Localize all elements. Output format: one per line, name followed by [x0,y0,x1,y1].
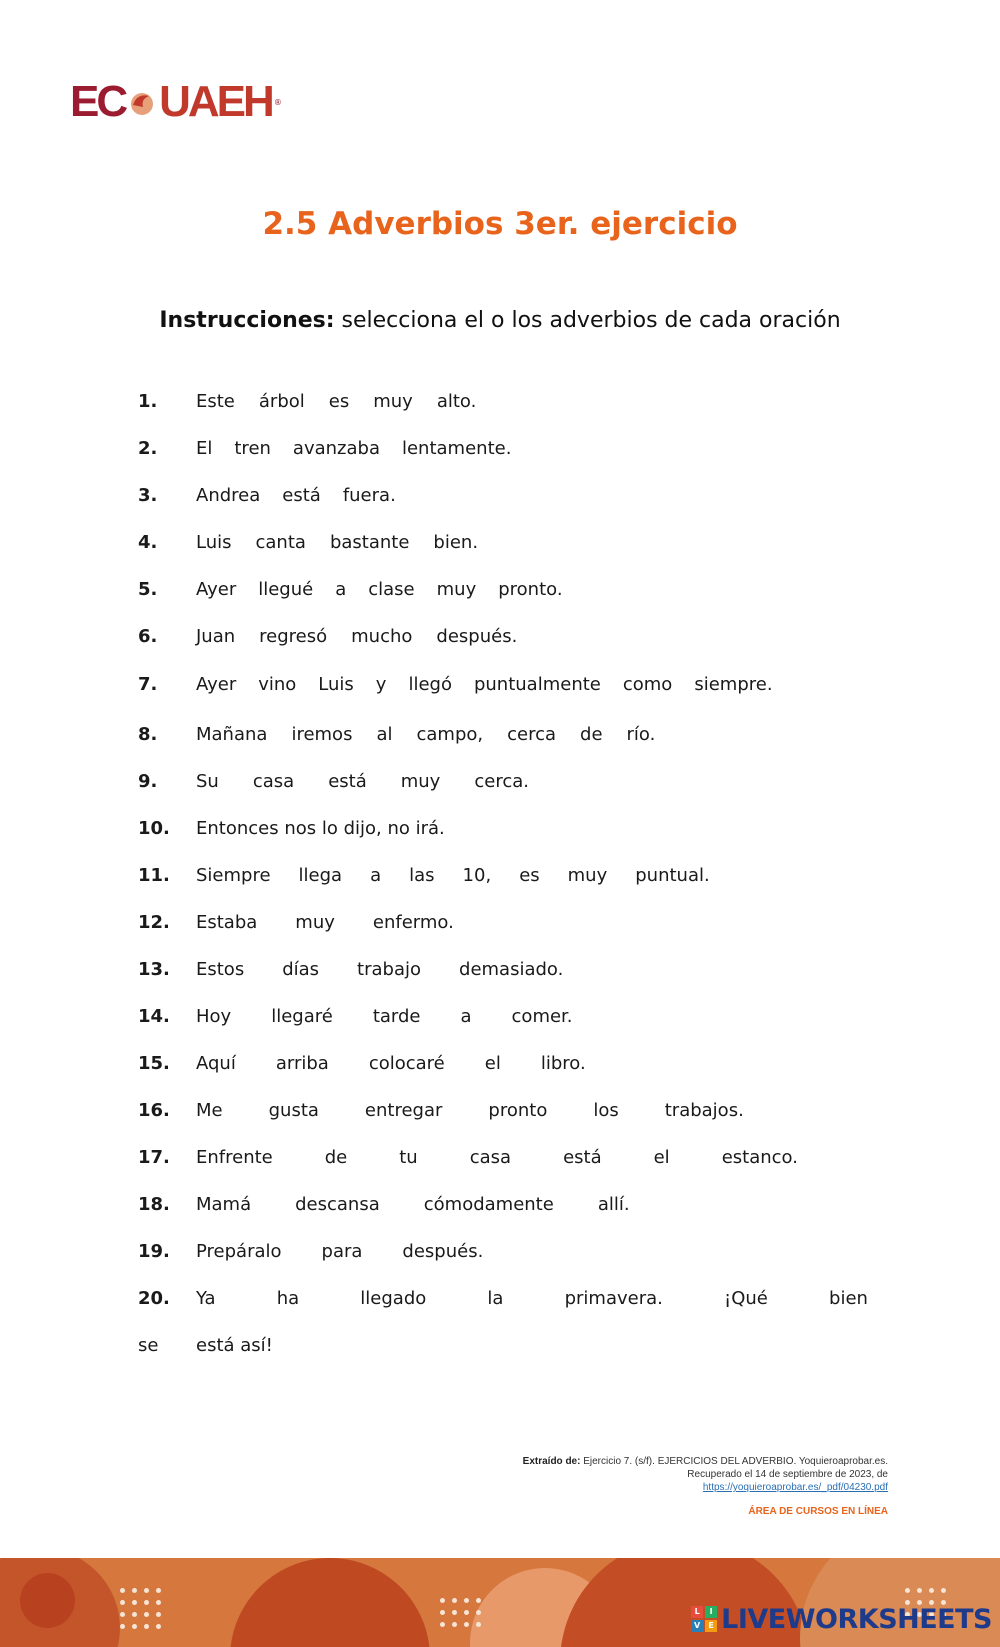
sentence [196,771,868,792]
word-option[interactable]: bien. [433,531,479,553]
word-option[interactable]: muy [400,770,441,792]
word-option[interactable]: al [376,723,393,745]
word-option[interactable]: árbol [258,390,305,412]
word-option[interactable]: muy [373,390,413,412]
word-option[interactable]: pronto. [498,578,563,600]
item-number: 16. [138,1099,170,1121]
exercise-item [138,1188,868,1220]
item-number: 3. [138,484,158,506]
word-option[interactable]: primavera. [564,1287,663,1309]
reference-line2: Recuperado el 14 de septiembre de 2023, de [687,1469,888,1480]
reference-line1: Ejercicio 7. (s/f). EJERCICIOS DEL ADVERBIO. Yoquieroaprobar.es. [580,1456,888,1467]
sentence [196,818,868,839]
word-option[interactable]: como [622,673,673,695]
word-option[interactable]: Aquí [196,1052,236,1074]
exercise-item [138,812,868,844]
word-option[interactable]: mucho [351,625,413,647]
liveworksheets-watermark [691,1602,992,1636]
logo-part2: UAEH [159,77,272,126]
word-option[interactable]: ha [276,1287,300,1309]
logo-part1: EC [70,77,126,126]
item-number: 19. [138,1240,170,1262]
exercise-item [138,1282,868,1314]
sentence [196,1053,868,1074]
word-option[interactable]: fuera. [342,484,396,506]
word-option[interactable]: cerca. [474,770,529,792]
sentence [196,724,868,745]
exercise-item [138,1000,868,1032]
dots-pattern-2 [440,1598,481,1627]
word-option[interactable]: llegaré [271,1005,333,1027]
word-option[interactable]: cerca [507,723,557,745]
band-circle-2 [20,1573,75,1628]
sentence [196,1100,868,1121]
exercise-item [138,718,868,750]
item-number: 10. [138,817,170,839]
word-option[interactable]: Andrea [196,484,261,506]
sentence [196,391,868,412]
word-option[interactable]: estanco. [721,1146,798,1168]
word-option[interactable]: llegado [360,1287,427,1309]
sentence [196,1147,868,1168]
item-number: 1. [138,390,158,412]
word-option[interactable]: llega [298,864,343,886]
word-option[interactable]: de [580,723,603,745]
word-option[interactable]: enfermo. [372,911,454,933]
word-option[interactable]: días [282,958,320,980]
word-option[interactable]: muy [436,578,477,600]
word-option[interactable]: y [375,673,387,695]
exercise-item [138,1235,868,1267]
uaeh-logo [70,78,282,126]
word-option[interactable]: Luis [196,531,232,553]
sentence [196,626,868,647]
word-option[interactable]: de [324,1146,348,1168]
instructions [0,308,1000,333]
exercise-item [138,1141,868,1173]
word-option[interactable]: después. [436,625,518,647]
word-option[interactable]: Prepáralo [196,1240,282,1262]
exercise-item [138,1047,868,1079]
word-option[interactable]: puntualmente [473,673,601,695]
word-option[interactable]: allí. [597,1193,630,1215]
sentence [196,912,868,933]
exercise-item [138,573,868,605]
sentence [196,865,868,886]
word-option[interactable]: el [484,1052,501,1074]
word-option[interactable]: a [335,578,347,600]
word-option[interactable]: libro. [540,1052,586,1074]
word-option[interactable]: trabajo [357,958,422,980]
exercise-item [138,1329,868,1361]
sentence [196,959,868,980]
dots-pattern-1 [120,1588,161,1629]
word-option[interactable]: casa [469,1146,512,1168]
word-option[interactable]: entregar [364,1099,443,1121]
word-option[interactable]: Mañana [196,723,268,745]
word-option[interactable]: avanzaba [292,437,380,459]
word-option[interactable]: la [487,1287,504,1309]
item-number: 5. [138,578,158,600]
logo-swirl-icon [127,87,157,117]
word-option[interactable]: demasiado. [459,958,564,980]
word-option[interactable]: siempre. [694,673,773,695]
word-option[interactable]: 10, [462,864,492,886]
word-option[interactable]: para [321,1240,363,1262]
word-option[interactable]: Estaba [196,911,258,933]
item-number: 7. [138,673,158,695]
word-option[interactable]: Mamá [196,1193,252,1215]
word-option[interactable]: El [196,437,213,459]
word-option[interactable]: iremos [291,723,353,745]
item-number: 11. [138,864,170,886]
sentence [196,1241,868,1262]
word-option[interactable]: campo, [416,723,484,745]
word-option[interactable]: las [409,864,435,886]
exercise-item [138,620,868,652]
word-option[interactable]: Este [196,390,235,412]
sentence [196,579,868,600]
instructions-text: selecciona el o los adverbios de cada oración [334,308,841,333]
word-option[interactable]: bien [829,1287,868,1309]
word-option[interactable]: lentamente. [401,437,512,459]
exercise-item [138,859,868,891]
word-option[interactable]: bastante [329,531,410,553]
liveworksheets-text: LIVEWORKSHEETS [721,1603,992,1635]
word-option[interactable]: tarde [372,1005,421,1027]
word-option[interactable]: Ayer [196,578,237,600]
word-option[interactable]: después. [402,1240,484,1262]
sentence [196,532,868,553]
word-option[interactable]: muy [567,864,608,886]
word-option[interactable]: Luis [318,673,354,695]
exercise-item [138,765,868,797]
sentence [196,674,868,695]
item-number: 12. [138,911,170,933]
item-number: 4. [138,531,158,553]
item-number: 14. [138,1005,170,1027]
exercise-item [138,668,868,700]
item-number: 8. [138,723,158,745]
word-option[interactable]: alto. [436,390,477,412]
word-option[interactable]: Enfrente [196,1146,273,1168]
exercise-item [138,479,868,511]
sentence [196,485,868,506]
sentence [196,1006,868,1027]
word-option[interactable]: muy [295,911,335,933]
item-number: 18. [138,1193,170,1215]
item-number: 20. [138,1287,170,1309]
word-option[interactable]: es [519,864,540,886]
word-option[interactable]: ¡Qué [724,1287,768,1309]
item-number: 17. [138,1146,170,1168]
item-number: 9. [138,770,158,792]
liveworksheets-icon: L I V E [691,1606,717,1632]
word-option[interactable]: llegó [408,673,452,695]
word-option[interactable]: está [282,484,321,506]
word-option[interactable]: vino [258,673,297,695]
word-option[interactable]: está [328,770,367,792]
word-option[interactable]: Ya [196,1287,216,1309]
word-option[interactable]: Su [196,770,219,792]
word-option[interactable]: Ayer [196,673,237,695]
logo-text [70,78,125,126]
area-label: ÁREA DE CURSOS EN LÍNEA [748,1506,888,1517]
word-option[interactable]: puntual. [635,864,710,886]
exercise-item [138,526,868,558]
word-option[interactable]: canta [255,531,306,553]
word-option[interactable]: está así! [196,1334,273,1356]
word-option[interactable]: es [328,390,350,412]
exercise-item [138,1094,868,1126]
word-option[interactable]: Entonces nos lo dijo, no irá. [196,817,445,839]
word-option[interactable]: río. [626,723,656,745]
exercise-item [138,432,868,464]
registered-mark: ® [273,97,282,107]
word-option[interactable]: descansa [295,1193,380,1215]
sentence [196,1335,868,1356]
word-option[interactable]: tu [399,1146,418,1168]
word-option[interactable]: colocaré [368,1052,445,1074]
page-title: 2.5 Adverbios 3er. ejercicio [262,206,738,242]
word-option[interactable]: comer. [511,1005,573,1027]
word-option[interactable]: regresó [259,625,328,647]
word-option[interactable]: está [563,1146,602,1168]
word-option[interactable]: Me [196,1099,223,1121]
word-option[interactable]: los [593,1099,619,1121]
word-option[interactable]: Estos [196,958,245,980]
exercise-item [138,953,868,985]
band-circle-3 [230,1558,430,1647]
item-number: 15. [138,1052,170,1074]
word-option[interactable]: llegué [258,578,314,600]
word-option[interactable]: gusta [268,1099,319,1121]
logo-text-2 [159,78,272,126]
word-option[interactable]: Siempre [196,864,271,886]
word-option[interactable]: a [370,864,382,886]
word-option[interactable]: tren [234,437,271,459]
item-number: 2. [138,437,158,459]
word-option[interactable]: el [653,1146,670,1168]
sentence [196,1288,868,1309]
sentence [196,1194,868,1215]
word-option[interactable]: Juan [196,625,236,647]
item-number: 13. [138,958,170,980]
word-option[interactable]: cómodamente [423,1193,554,1215]
word-option[interactable]: arriba [275,1052,329,1074]
word-option[interactable]: trabajos. [664,1099,744,1121]
word-option[interactable]: clase [368,578,415,600]
exercise-item [138,906,868,938]
word-option[interactable]: Hoy [196,1005,232,1027]
sentence [196,438,868,459]
word-option[interactable]: a [460,1005,472,1027]
reference [458,1455,888,1494]
word-option[interactable]: casa [252,770,295,792]
exercise-item [138,385,868,417]
item-number: se [138,1334,159,1356]
reference-link[interactable]: https://yoquieroaprobar.es/_pdf/04230.pdf [702,1482,888,1493]
reference-label: Extraído de: [522,1456,581,1467]
instructions-label: Instrucciones: [159,308,335,333]
item-number: 6. [138,625,158,647]
word-option[interactable]: pronto [488,1099,548,1121]
